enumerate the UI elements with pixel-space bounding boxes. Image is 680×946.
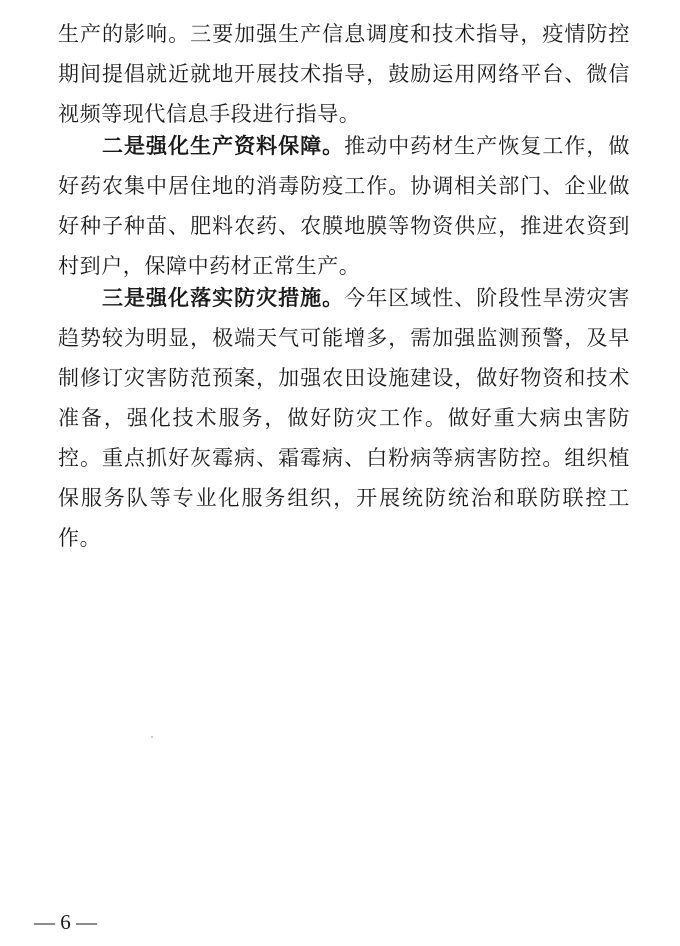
paragraph-production-materials	[58, 126, 630, 286]
scan-speck	[151, 736, 153, 738]
paragraph-continuation: 生产的影响。三要加强生产信息调度和技术指导，疫情防控期间提倡就近就地开展技术指导，鼓励运用网络平台、微信视频等现代信息手段进行指导。	[58, 22, 630, 126]
paragraph-heading: 二是强化生产资料保障。	[102, 134, 345, 158]
paragraph-body: 今年区域性、阶段性旱涝灾害趋势较为明显，极端天气可能增多，需加强监测预警，及早制修订灾害防范预案，加强农田设施建设，做好物资和技术准备，强化技术服务，做好防灾工作。做好重大病虫害防控。重点抓好灰霉病、霜霉病、白粉病等病害防控。组织植保服务队等专业化服务组织，开展统防统治和联防联控工作。	[58, 286, 630, 550]
body-text	[58, 14, 630, 134]
paragraph-disaster-prevention	[58, 278, 630, 558]
paragraph-heading: 三是强化落实防灾措施。	[102, 286, 345, 310]
body-text-section-2	[58, 126, 630, 286]
body-text-section-3	[58, 278, 630, 558]
paragraph-body: 推动中药材生产恢复工作，做好药农集中居住地的消毒防疫工作。协调相关部门、企业做好种子种苗、肥料农药、农膜地膜等物资供应，推进农资到村到户，保障中药材正常生产。	[58, 134, 630, 278]
page-number: — 6 —	[34, 910, 97, 934]
